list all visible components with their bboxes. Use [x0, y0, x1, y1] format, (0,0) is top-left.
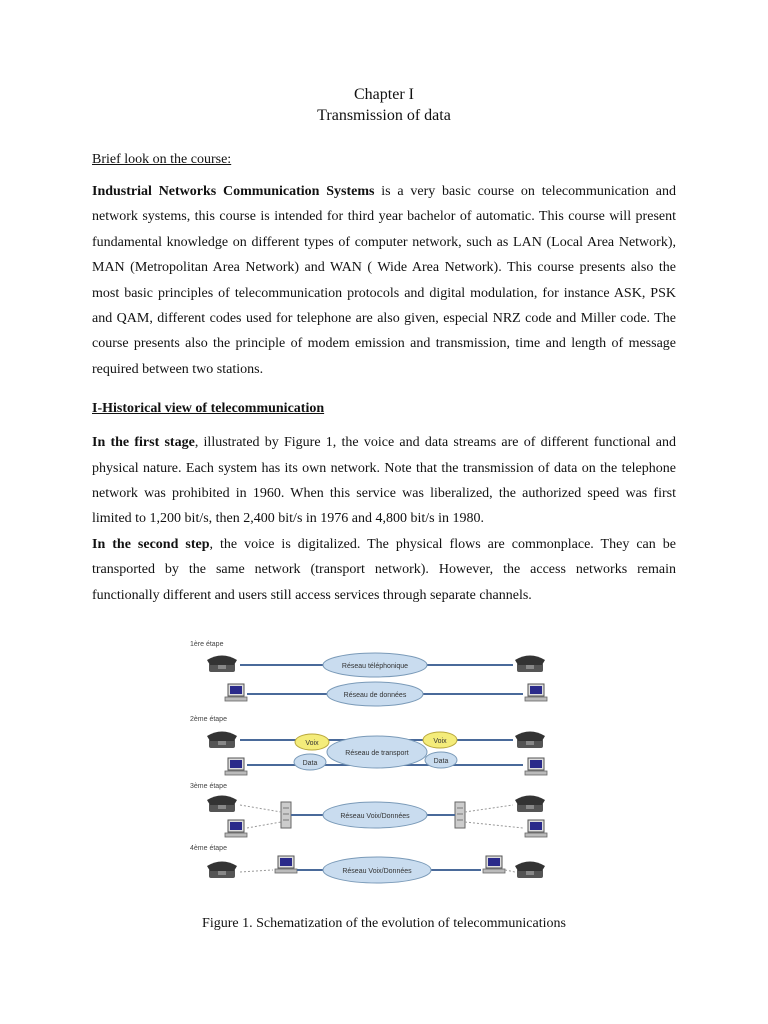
second-step-text: , the voice is digitalized. The physical flows are commonplace. They can be transported by the same network (transport network). However, the access networks remain functionally different and users still access services through separate channels.: [92, 536, 676, 603]
access-link: [465, 822, 523, 828]
access-link: [505, 870, 515, 872]
stage-4-label: 4ème étape: [190, 845, 227, 852]
figure-caption: Figure 1. Schematization of the evolution of telecommunications: [202, 916, 566, 931]
access-link: [240, 870, 273, 872]
access-link: [247, 822, 281, 828]
computer-icon: [225, 684, 247, 701]
chapter-title: Transmission of data: [317, 107, 451, 124]
phone-icon: [207, 862, 237, 879]
access-link: [240, 805, 281, 812]
phone-icon: [515, 862, 545, 879]
first-stage-paragraph: [92, 430, 676, 532]
chapter-number: Chapter I: [354, 86, 414, 103]
first-stage-lead: In the first stage: [92, 435, 195, 451]
evolution-diagram: [185, 634, 555, 894]
data-label: Data: [433, 758, 449, 765]
phone-icon: [207, 732, 237, 749]
cloud-label: Réseau de données: [343, 692, 407, 699]
computer-icon: [225, 758, 247, 775]
computer-icon: [483, 856, 505, 873]
phone-icon: [515, 796, 545, 813]
chapter-heading: [92, 84, 676, 126]
computer-icon: [525, 758, 547, 775]
server-icon: [281, 802, 291, 828]
cloud-label: Réseau de transport: [345, 750, 409, 757]
document-page: [92, 84, 676, 608]
first-stage-text: , illustrated by Figure 1, the voice and data streams are of different functional and physical nature. Each system has its own network. Note that the transmission of data on the telephone network was prohibited in 1960. When this service was liberalized, the authorized speed was first limited to 1,200 bit/s, then 2,400 bit/s in 1976 and 4,800 bit/s in 1980.: [92, 435, 677, 527]
voice-label: Voix: [305, 740, 319, 747]
phone-icon: [515, 656, 545, 673]
evolution-figure: [185, 634, 555, 894]
intro-paragraph: [92, 179, 676, 382]
server-icon: [455, 802, 465, 828]
voice-label: Voix: [433, 738, 447, 745]
intro-text: is a very basic course on telecommunication and network systems, this course is intended for third year bachelor of automatic. This course will present fundamental knowledge on different types of computer network, such as LAN (Local Area Network), MAN (Metropolitan Area Network) and WAN ( Wide Area Network). This course presents also the most basic principles of telecommunication protocols and digital modulation, for instance ASK, PSK and QAM, different codes used for telephone are also given, especial NRZ code and Miller code. The course presents also the principle of modem emission and transmission, time and length of message required between two stations.: [92, 184, 676, 377]
brief-heading: Brief look on the course:: [92, 152, 232, 167]
phone-icon: [515, 732, 545, 749]
computer-icon: [525, 684, 547, 701]
section-heading: I-Historical view of telecommunication: [92, 401, 325, 417]
phone-icon: [207, 656, 237, 673]
second-step-paragraph: [92, 532, 676, 608]
stage-2-label: 2ème étape: [190, 716, 227, 723]
stage-1-label: 1ère étape: [190, 641, 224, 648]
computer-icon: [525, 820, 547, 837]
cloud-label: Réseau Voix/Données: [342, 868, 412, 875]
cloud-label: Réseau Voix/Données: [340, 813, 410, 820]
course-name: Industrial Networks Communication Systems: [92, 184, 375, 199]
data-label: Data: [302, 760, 318, 767]
access-link: [465, 805, 513, 812]
computer-icon: [275, 856, 297, 873]
phone-icon: [207, 796, 237, 813]
stage-3-label: 3ème étape: [190, 783, 227, 790]
second-step-lead: In the second step: [92, 536, 210, 552]
cloud-label: Réseau téléphonique: [341, 663, 409, 670]
computer-icon: [225, 820, 247, 837]
